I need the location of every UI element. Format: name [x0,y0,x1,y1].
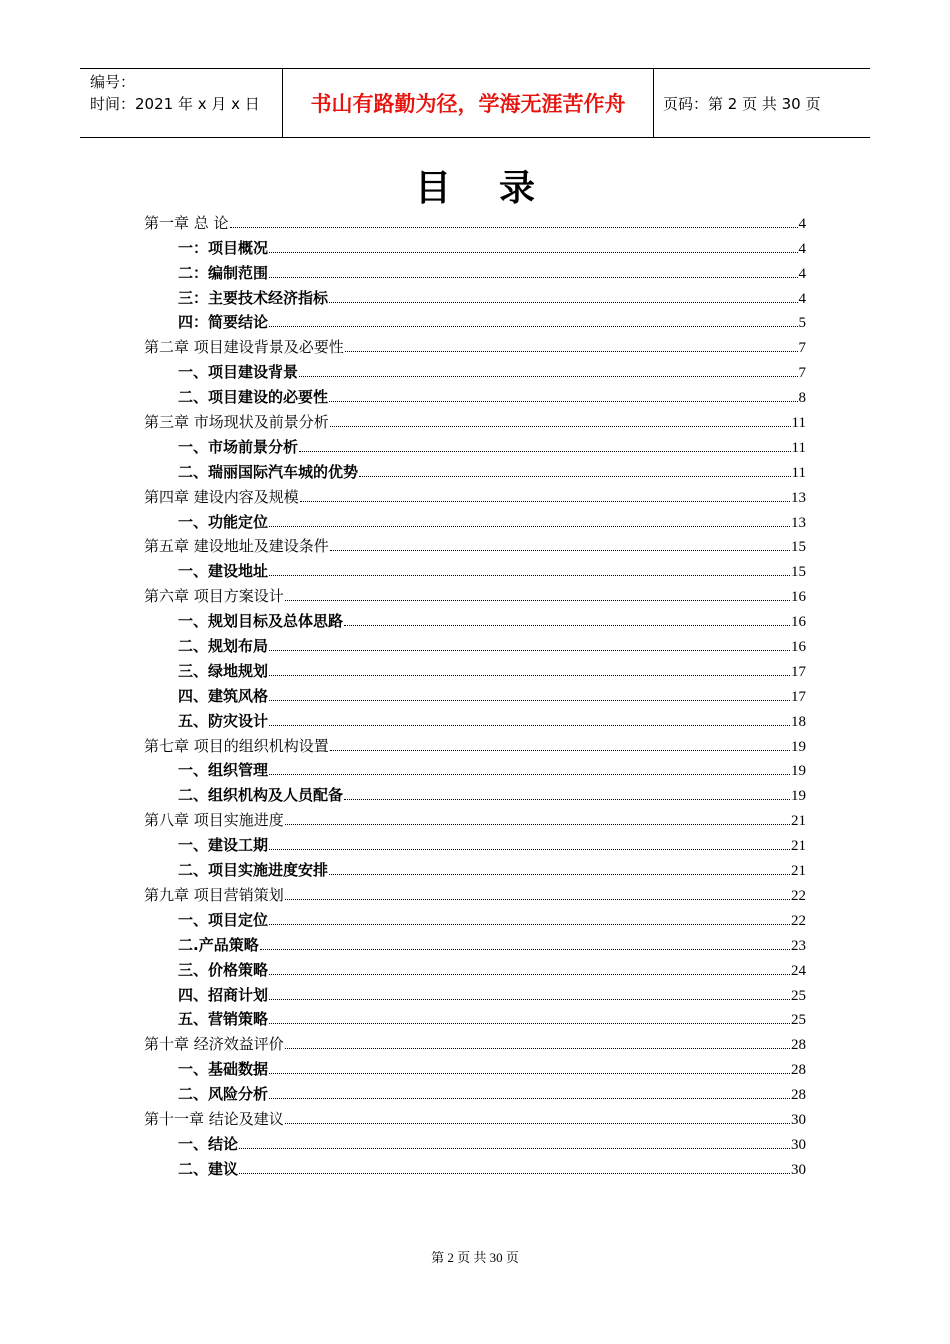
toc-entry-label: 一、建设地址 [178,562,269,581]
toc-dot-leader [269,724,790,726]
toc-dot-leader [269,574,790,576]
toc-entry-page: 7 [798,365,806,382]
table-of-contents [144,208,806,1179]
toc-entry-label: 第四章 建设内容及规模 [144,487,299,506]
page-title: 目录 [414,168,583,209]
toc-entry-label: 二、项目实施进度安排 [178,861,329,880]
toc-dot-leader [330,425,791,427]
toc-dot-leader [239,1172,790,1174]
toc-entry-label: 五、营销策略 [178,1010,269,1029]
toc-section-entry[interactable] [144,756,806,781]
toc-entry-label: 三：主要技术经济指标 [178,288,329,307]
toc-entry-page: 28 [791,1062,806,1079]
toc-entry-label: 二、风险分析 [178,1085,269,1104]
toc-dot-leader [269,699,790,701]
toc-chapter-entry[interactable] [144,532,806,557]
toc-chapter-entry[interactable] [144,208,806,233]
toc-entry-label: 二、组织机构及人员配备 [178,786,344,805]
toc-entry-label: 第九章 项目营销策划 [144,885,284,904]
toc-entry-page: 5 [798,315,806,332]
toc-dot-leader [359,475,791,477]
toc-dot-leader [285,898,790,900]
toc-entry-label: 一、基础数据 [178,1060,269,1079]
toc-dot-leader [269,649,790,651]
toc-entry-label: 二、瑞丽国际汽车城的优势 [178,462,359,481]
toc-section-entry[interactable] [144,233,806,258]
toc-dot-leader [269,674,790,676]
toc-section-entry[interactable] [144,930,806,955]
toc-entry-page: 21 [791,838,806,855]
toc-entry-page: 7 [798,340,806,357]
toc-entry-page: 11 [791,464,806,481]
toc-entry-page: 19 [791,788,806,805]
toc-section-entry[interactable] [144,656,806,681]
toc-section-entry[interactable] [144,830,806,855]
toc-entry-label: 一、规划目标及总体思路 [178,612,344,631]
page-header [80,68,870,138]
toc-entry-label: 二、项目建设的必要性 [178,388,329,407]
toc-entry-label: 一、结论 [178,1134,239,1153]
toc-dot-leader [239,1147,790,1149]
toc-entry-label: 第一章 总 论 [144,213,229,232]
toc-entry-page: 28 [791,1087,806,1104]
toc-entry-page: 16 [791,589,806,606]
toc-chapter-entry[interactable] [144,1104,806,1129]
toc-entry-page: 25 [791,987,806,1004]
toc-dot-leader [299,450,791,452]
header-meta [80,69,282,137]
toc-entry-page: 13 [791,514,806,531]
toc-entry-page: 4 [798,265,806,282]
toc-dot-leader [269,848,790,850]
toc-section-entry[interactable] [144,1129,806,1154]
toc-dot-leader [330,749,790,751]
toc-entry-page: 19 [791,738,806,755]
toc-dot-leader [329,400,797,402]
toc-entry-page: 23 [791,937,806,954]
toc-dot-leader [269,773,790,775]
toc-dot-leader [269,251,797,253]
toc-section-entry[interactable] [144,432,806,457]
toc-entry-label: 一、市场前景分析 [178,437,299,456]
header-page-info: 页码：第 2 页 共 30 页 [663,94,821,113]
toc-entry-page: 19 [791,763,806,780]
toc-section-entry[interactable] [144,1154,806,1179]
toc-section-entry[interactable] [144,780,806,805]
document-number: 编号： [90,73,136,91]
toc-entry-label: 第十章 经济效益评价 [144,1035,284,1054]
toc-entry-page: 15 [791,564,806,581]
toc-dot-leader [300,500,790,502]
toc-dot-leader [285,1122,790,1124]
toc-section-entry[interactable] [144,258,806,283]
toc-entry-label: 一、组织管理 [178,761,269,780]
toc-chapter-entry[interactable] [144,482,806,507]
toc-dot-leader [269,998,790,1000]
toc-dot-leader [260,948,790,950]
toc-entry-page: 16 [791,614,806,631]
toc-section-entry[interactable] [144,855,806,880]
toc-section-entry[interactable] [144,905,806,930]
toc-section-entry[interactable] [144,706,806,731]
toc-dot-leader [344,798,790,800]
toc-section-entry[interactable] [144,606,806,631]
toc-entry-page: 11 [791,415,806,432]
toc-chapter-entry[interactable] [144,731,806,756]
toc-entry-label: 三、价格策略 [178,960,269,979]
toc-section-entry[interactable] [144,1079,806,1104]
toc-entry-label: 四：简要结论 [178,313,269,332]
toc-chapter-entry[interactable] [144,407,806,432]
toc-section-entry[interactable] [144,382,806,407]
toc-section-entry[interactable] [144,980,806,1005]
toc-section-entry[interactable] [144,283,806,308]
toc-entry-page: 15 [791,539,806,556]
toc-section-entry[interactable] [144,631,806,656]
toc-dot-leader [329,301,797,303]
toc-entry-label: 二：编制范围 [178,263,269,282]
toc-entry-page: 21 [791,863,806,880]
toc-entry-label: 一、项目建设背景 [178,363,299,382]
toc-dot-leader [269,325,797,327]
toc-entry-page: 4 [798,240,806,257]
document-date: 时间：2021 年 x 月 x 日 [90,95,260,113]
toc-section-entry[interactable] [144,308,806,333]
toc-entry-label: 四、招商计划 [178,985,269,1004]
toc-dot-leader [330,549,790,551]
toc-dot-leader [285,599,790,601]
toc-dot-leader [269,1097,790,1099]
toc-dot-leader [344,624,790,626]
toc-entry-label: 第八章 项目实施进度 [144,811,284,830]
toc-chapter-entry[interactable] [144,581,806,606]
toc-dot-leader [329,873,790,875]
toc-entry-page: 18 [791,713,806,730]
header-motto: 书山有路勤为径，学海无涯苦作舟 [282,69,654,137]
toc-entry-label: 五、防灾设计 [178,711,269,730]
toc-entry-page: 4 [798,215,806,232]
toc-entry-label: 第三章 市场现状及前景分析 [144,413,329,432]
toc-chapter-entry[interactable] [144,332,806,357]
toc-entry-page: 13 [791,489,806,506]
toc-entry-page: 8 [798,390,806,407]
toc-section-entry[interactable] [144,457,806,482]
toc-entry-label: 一、功能定位 [178,512,269,531]
toc-entry-page: 22 [791,912,806,929]
toc-entry-page: 16 [791,639,806,656]
toc-entry-label: 一：项目概况 [178,238,269,257]
toc-entry-label: 第五章 建设地址及建设条件 [144,537,329,556]
toc-dot-leader [269,1072,790,1074]
toc-entry-page: 30 [791,1136,806,1153]
toc-section-entry[interactable] [144,1054,806,1079]
toc-dot-leader [269,923,790,925]
toc-entry-label: 第六章 项目方案设计 [144,587,284,606]
toc-section-entry[interactable] [144,556,806,581]
toc-dot-leader [230,226,798,228]
toc-dot-leader [269,525,790,527]
toc-entry-page: 28 [791,1037,806,1054]
toc-chapter-entry[interactable] [144,805,806,830]
toc-entry-label: 第七章 项目的组织机构设置 [144,736,329,755]
toc-entry-label: 四、建筑风格 [178,686,269,705]
toc-dot-leader [269,973,790,975]
toc-entry-label: 第二章 项目建设背景及必要性 [144,338,344,357]
toc-entry-page: 24 [791,962,806,979]
toc-dot-leader [345,350,798,352]
toc-entry-label: 一、建设工期 [178,836,269,855]
toc-entry-label: 二、规划布局 [178,637,269,656]
toc-entry-page: 30 [791,1111,806,1128]
toc-entry-page: 11 [791,439,806,456]
toc-dot-leader [269,276,797,278]
toc-section-entry[interactable] [144,1005,806,1030]
toc-entry-page: 17 [791,688,806,705]
toc-entry-page: 4 [798,290,806,307]
toc-entry-page: 22 [791,887,806,904]
toc-chapter-entry[interactable] [144,1029,806,1054]
toc-entry-page: 25 [791,1012,806,1029]
toc-entry-page: 21 [791,813,806,830]
toc-entry-label: 二.产品策略 [178,935,259,954]
toc-dot-leader [299,375,797,377]
toc-entry-page: 30 [791,1161,806,1178]
page-footer: 第 2 页 共 30 页 [431,1250,519,1265]
toc-section-entry[interactable] [144,357,806,382]
toc-entry-label: 一、项目定位 [178,910,269,929]
toc-dot-leader [285,823,790,825]
toc-chapter-entry[interactable] [144,880,806,905]
toc-section-entry[interactable] [144,507,806,532]
toc-dot-leader [269,1022,790,1024]
toc-entry-label: 二、建议 [178,1159,239,1178]
toc-section-entry[interactable] [144,955,806,980]
toc-section-entry[interactable] [144,681,806,706]
toc-entry-page: 17 [791,663,806,680]
toc-dot-leader [285,1047,790,1049]
toc-entry-label: 第十一章 结论及建议 [144,1109,284,1128]
toc-entry-label: 三、绿地规划 [178,661,269,680]
